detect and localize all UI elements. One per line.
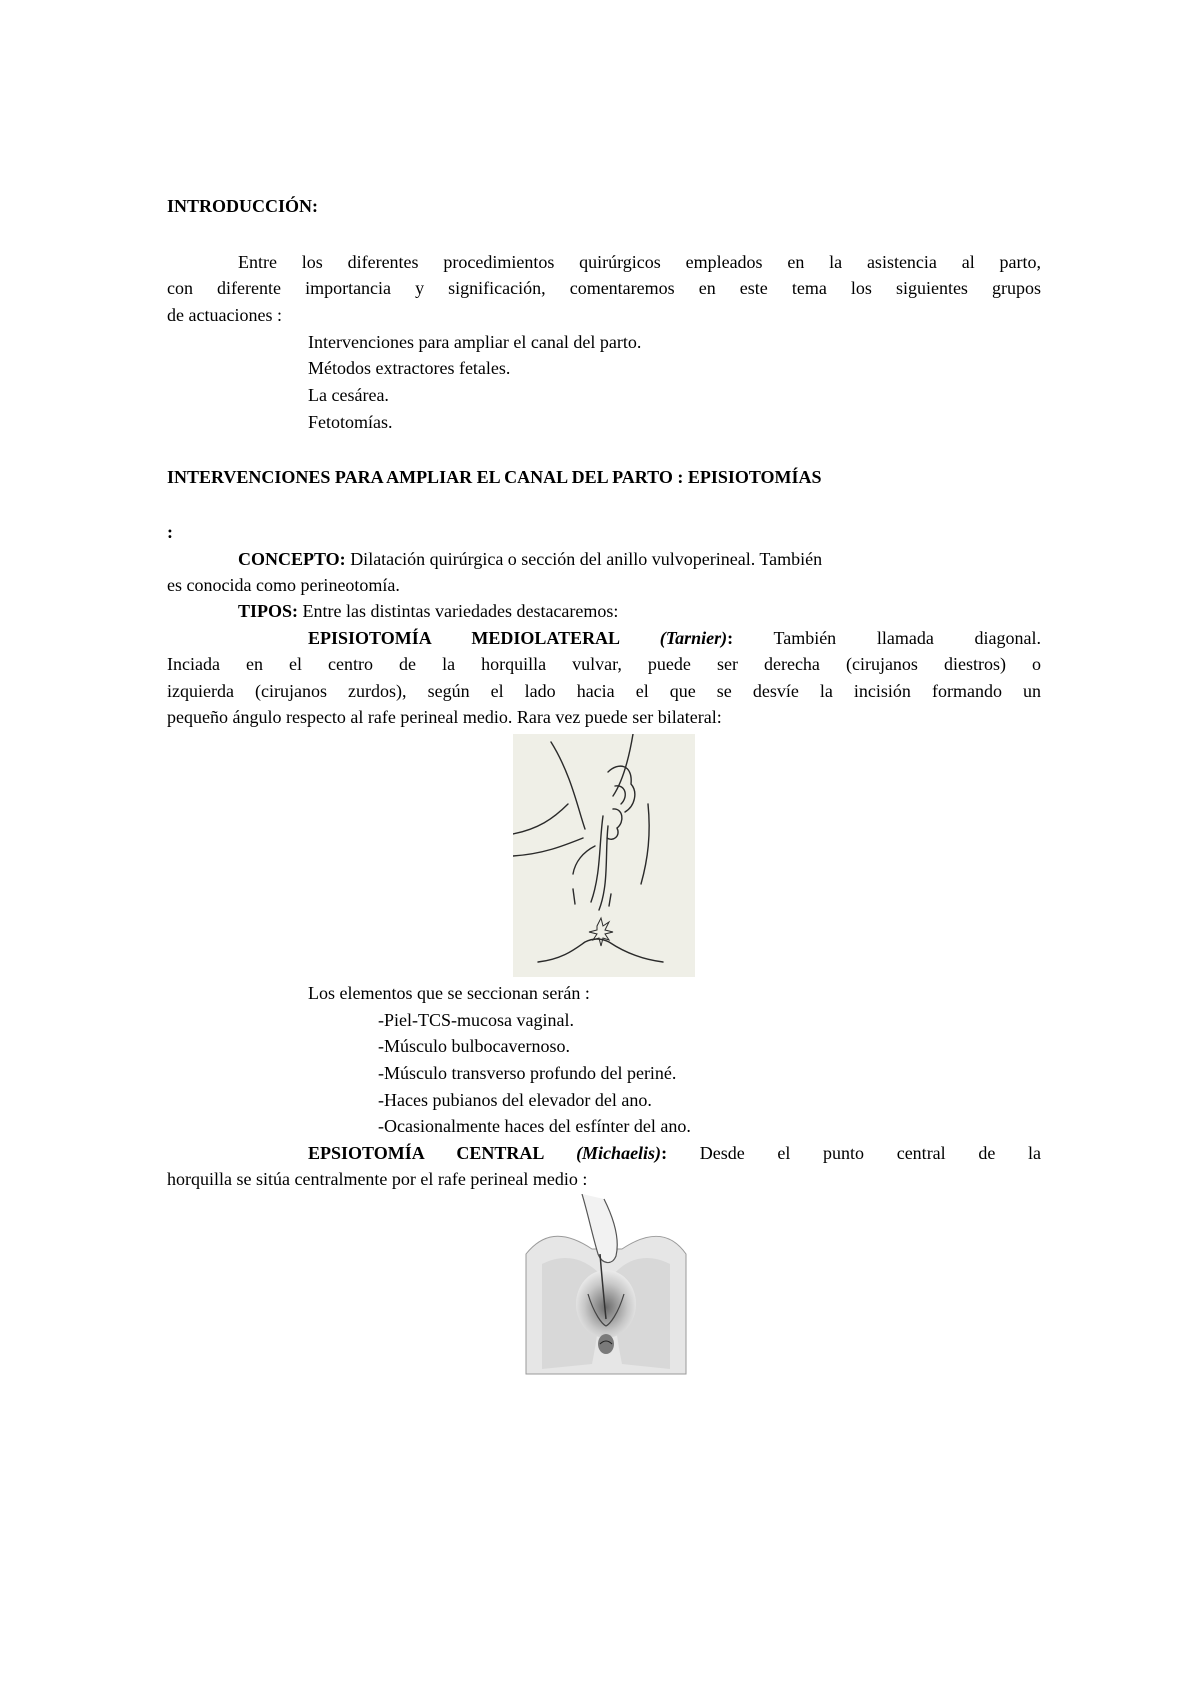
mediolateral-episiotomy-drawing bbox=[513, 734, 695, 977]
intro-item: Fetotomías. bbox=[308, 412, 393, 432]
element-item: -Músculo transverso profundo del periné. bbox=[378, 1063, 677, 1083]
tipos-text: Entre las distintas variedades destacaremos: bbox=[298, 601, 619, 621]
concepto-text: Dilatación quirúrgica o sección del anillo vulvoperineal. También bbox=[345, 549, 823, 569]
intro-heading: INTRODUCCIÓN: bbox=[167, 196, 319, 216]
element-item: -Piel-TCS-mucosa vaginal. bbox=[378, 1010, 574, 1030]
central-line-2: horquilla se sitúa centralmente por el rafe perineal medio : bbox=[167, 1169, 588, 1189]
mediolateral-line-3: izquierda (cirujanos zurdos), según el lado hacia el que se desvíe la incisión formando un bbox=[167, 681, 1041, 701]
central-line-1 bbox=[167, 1140, 1041, 1167]
section-heading-colon: : bbox=[167, 522, 173, 542]
mediolateral-line-2: Inciada en el centro de la horquilla vulvar, puede ser derecha (cirujanos diestros) o bbox=[167, 654, 1041, 674]
section-heading: INTERVENCIONES PARA AMPLIAR EL CANAL DEL PARTO : EPISIOTOMÍAS bbox=[167, 467, 822, 487]
mediolateral-line-4: pequeño ángulo respecto al rafe perineal medio. Rara vez puede ser bilateral: bbox=[167, 707, 722, 727]
elements-intro: Los elementos que se seccionan serán : bbox=[308, 983, 590, 1003]
intro-para-line-1: Entre los diferentes procedimientos quirúrgicos empleados en la asistencia al parto, bbox=[238, 252, 1041, 272]
element-item: -Músculo bulbocavernoso. bbox=[378, 1036, 570, 1056]
intro-item: Intervenciones para ampliar el canal del parto. bbox=[308, 332, 642, 352]
mediolateral-title: EPISIOTOMÍA MEDIOLATERAL bbox=[308, 628, 660, 648]
central-episiotomy-drawing bbox=[522, 1194, 690, 1378]
intro-item: Métodos extractores fetales. bbox=[308, 358, 511, 378]
tipos-line bbox=[238, 598, 1038, 625]
concepto-label: CONCEPTO: bbox=[238, 549, 346, 569]
mediolateral-author: (Tarnier) bbox=[659, 628, 728, 648]
mediolateral-episiotomy-figure bbox=[513, 734, 695, 977]
element-item: -Haces pubianos del elevador del ano. bbox=[378, 1090, 652, 1110]
concepto-line bbox=[238, 546, 1038, 573]
mediolateral-colon: : bbox=[727, 628, 734, 648]
central-line-1-rest: Desde el punto central de la bbox=[667, 1143, 1041, 1163]
element-item: -Ocasionalmente haces del esfínter del ano. bbox=[378, 1116, 691, 1136]
concepto-line-2: es conocida como perineotomía. bbox=[167, 575, 400, 595]
central-colon: : bbox=[661, 1143, 668, 1163]
mediolateral-line-1 bbox=[167, 625, 1041, 652]
intro-para-line-3: de actuaciones : bbox=[167, 305, 282, 325]
mediolateral-line-1-rest: También llamada diagonal. bbox=[733, 628, 1041, 648]
intro-para-line-2: con diferente importancia y significación, comentaremos en este tema los siguientes grupos bbox=[167, 278, 1041, 298]
intro-item: La cesárea. bbox=[308, 385, 389, 405]
central-author: (Michaelis) bbox=[576, 1143, 662, 1163]
central-episiotomy-figure bbox=[522, 1194, 690, 1378]
central-title: EPSIOTOMÍA CENTRAL bbox=[308, 1143, 577, 1163]
tipos-label: TIPOS: bbox=[238, 601, 299, 621]
